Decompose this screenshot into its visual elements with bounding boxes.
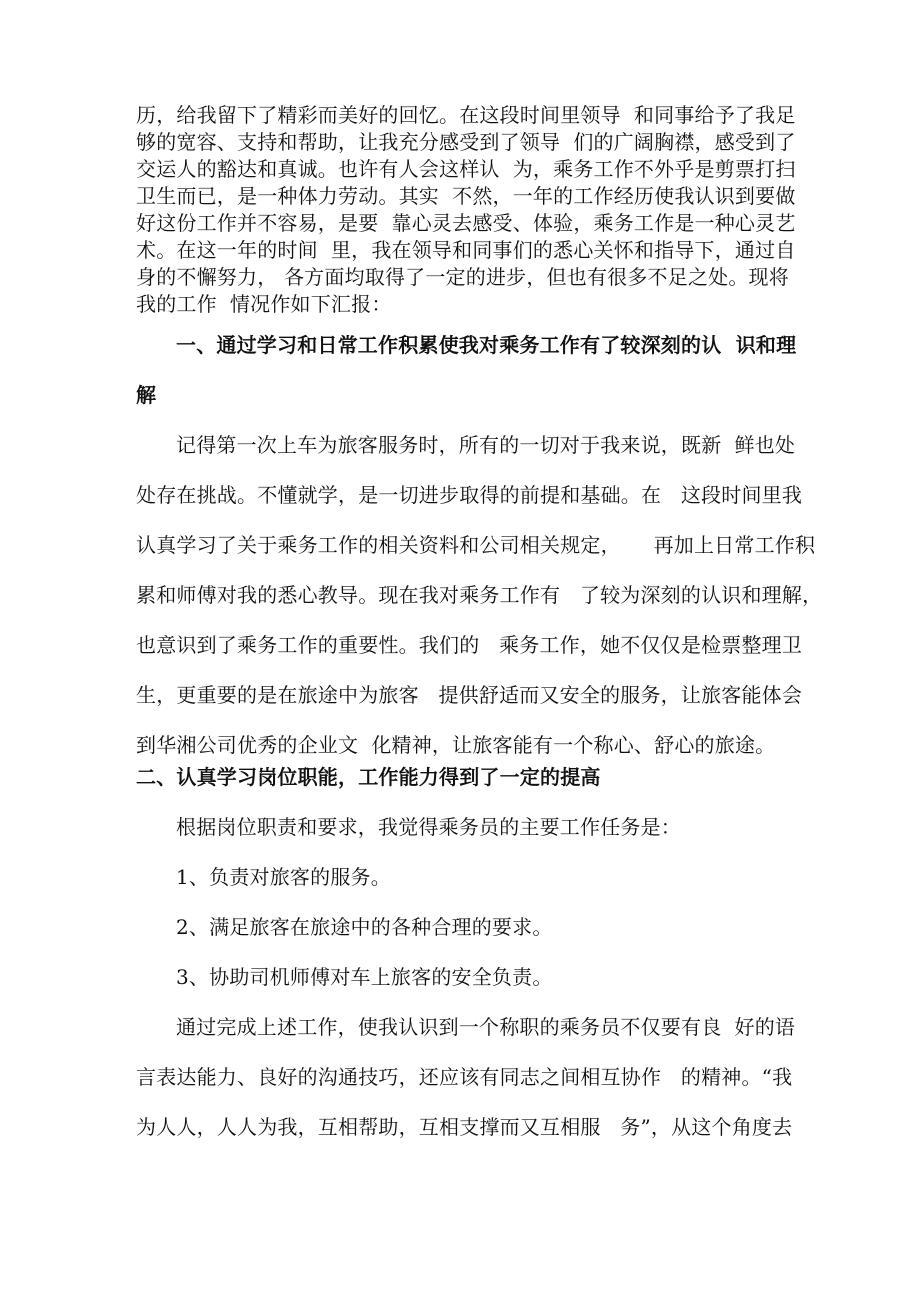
para1-line-7: 到华湘公司优秀的企业文 化精神，让旅客能有一个称心、舒心的旅途。 (136, 733, 776, 757)
intro-line-3: 交运人的豁达和真诚。也许有人会这样认 为，乘务工作不外乎是剪票打扫 (136, 157, 796, 181)
para1-line-3: 认真学习了关于乘务工作的相关资料和公司相关规定， 再加上日常工作积 (136, 533, 816, 557)
para2-line-1: 根据岗位职责和要求，我觉得乘务员的主要工作任务是： (176, 815, 681, 839)
para1-line-5: 也意识到了乘务工作的重要性。我们的 乘务工作，她不仅仅是检票整理卫 (136, 633, 803, 657)
intro-line-2: 够的宽容、支持和帮助，让我充分感受到了领导 们的广阔胸襟，感受到了 (136, 130, 796, 154)
section-heading-1: 一、通过学习和日常工作积累使我对乘务工作有了较深刻的认 识和理 (176, 333, 797, 357)
para3-line-1: 通过完成上述工作，使我认识到一个称职的乘务员不仅要有良 好的语 (176, 1015, 796, 1039)
intro-line-6: 术。在这一年的时间 里，我在领导和同事们的悉心关怀和指导下，通过自 (136, 238, 796, 262)
intro-line-1: 历，给我留下了精彩而美好的回忆。在这段时间里领导 和同事给予了我足 (136, 103, 796, 127)
section-heading-2: 二、认真学习岗位职能，工作能力得到了一定的提高 (136, 765, 601, 789)
para3-line-2: 言表达能力、良好的沟通技巧，还应该有同志之间相互协作 的精神。“我 (136, 1065, 793, 1089)
list-item-2: 2、满足旅客在旅途中的各种合理的要求。 (176, 915, 553, 939)
para3-line-3: 为人人，人人为我，互相帮助，互相支撑而又互相服 务”，从这个角度去 (136, 1115, 793, 1139)
intro-line-4: 卫生而已，是一种体力劳动。其实 不然，一年的工作经历使我认识到要做 (136, 184, 796, 208)
para1-line-6: 生，更重要的是在旅途中为旅客 提供舒适而又安全的服务，让旅客能体会 (136, 683, 803, 707)
list-item-1: 1、负责对旅客的服务。 (176, 865, 391, 889)
section-heading-1-cont: 解 (136, 383, 157, 407)
para1-line-2: 处存在挑战。不懂就学，是一切进步取得的前提和基础。在 这段时间里我 (136, 483, 803, 507)
intro-line-8: 我的工作 情况作如下汇报： (136, 292, 392, 316)
para1-line-1: 记得第一次上车为旅客服务时，所有的一切对于我来说，既新 鲜也处 (176, 433, 796, 457)
intro-line-7: 身的不懈努力， 各方面均取得了一定的进步，但也有很多不足之处。现将 (136, 265, 789, 289)
intro-line-5: 好这份工作并不容易，是要 靠心灵去感受、体验，乘务工作是一种心灵艺 (136, 211, 796, 235)
para1-line-4: 累和师傅对我的悉心教导。现在我对乘务工作有 了较为深刻的认识和理解， (136, 583, 823, 607)
list-item-3: 3、协助司机师傅对车上旅客的安全负责。 (176, 965, 553, 989)
